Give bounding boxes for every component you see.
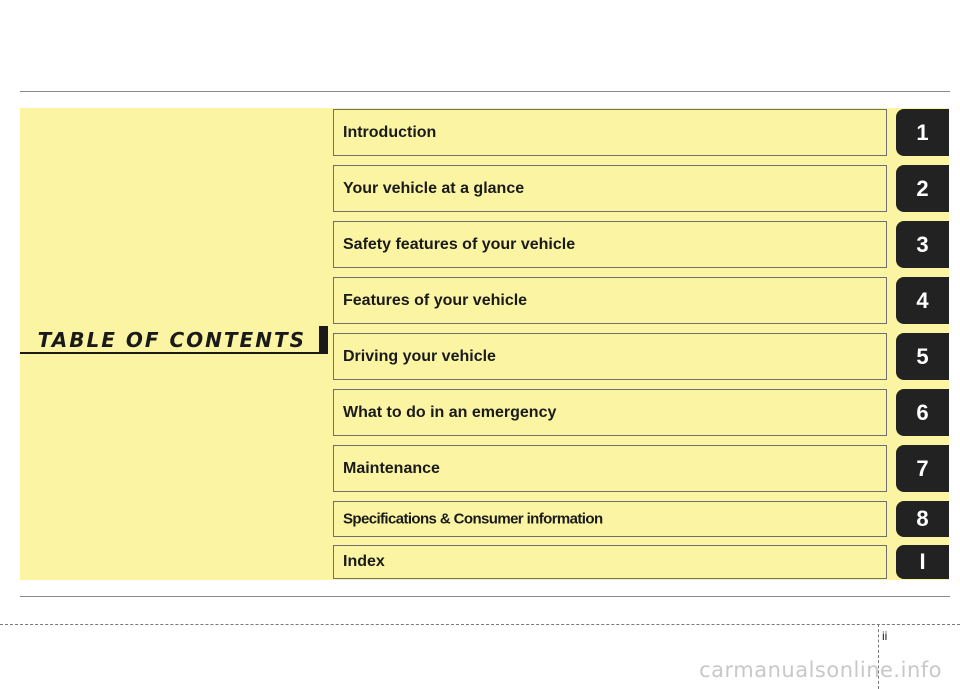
chapter-tab-label: 7 <box>916 455 929 481</box>
chapter-tab-label: 1 <box>916 119 929 145</box>
toc-title-bar <box>319 326 328 354</box>
toc-entry-features[interactable] <box>333 277 887 324</box>
chapter-tab-5[interactable] <box>896 333 949 380</box>
chapter-tab-7[interactable] <box>896 445 949 492</box>
toc-entry-vehicle-at-a-glance[interactable] <box>333 165 887 212</box>
chapter-tab-8[interactable] <box>896 501 949 537</box>
toc-entry-maintenance[interactable] <box>333 445 887 492</box>
chapter-tab-label: 8 <box>916 506 929 531</box>
bottom-rule <box>20 596 950 597</box>
chapter-tab-2[interactable] <box>896 165 949 212</box>
toc-entry-label: Driving your vehicle <box>343 347 496 365</box>
toc-entry-label: Features of your vehicle <box>343 291 528 309</box>
toc-entry-label: Maintenance <box>343 459 440 477</box>
toc-title: TABLE OF CONTENTS <box>37 328 306 352</box>
toc-entry-label: Specifications & Consumer information <box>343 510 603 528</box>
chapter-tab-label: I <box>919 549 926 574</box>
toc-entry-specifications[interactable] <box>333 501 887 537</box>
chapter-tab-1[interactable] <box>896 109 949 156</box>
toc-entry-emergency[interactable] <box>333 389 887 436</box>
footer-dashed-line <box>0 624 960 625</box>
chapter-tab-label: 5 <box>916 343 929 369</box>
chapter-tab-label: 6 <box>916 399 929 425</box>
chapter-tab-label: 3 <box>916 231 929 257</box>
toc-entry-label: Your vehicle at a glance <box>343 179 525 197</box>
chapter-tab-6[interactable] <box>896 389 949 436</box>
chapter-tab-label: 2 <box>916 175 929 201</box>
watermark: carmanualsonline.info <box>699 658 942 682</box>
page-number: ii <box>882 629 888 643</box>
chapter-tab-index[interactable] <box>896 545 949 579</box>
top-rule <box>20 91 950 92</box>
toc-entry-introduction[interactable] <box>333 109 887 156</box>
toc-entry-driving[interactable] <box>333 333 887 380</box>
toc-entry-label: Index <box>343 553 385 570</box>
toc-title-block <box>20 326 328 354</box>
chapter-tab-label: 4 <box>916 287 929 313</box>
toc-entry-label: Introduction <box>343 123 437 141</box>
toc-entry-label: What to do in an emergency <box>343 403 557 421</box>
toc-entry-safety-features[interactable] <box>333 221 887 268</box>
toc-entry-index[interactable] <box>333 545 887 579</box>
toc-entry-label: Safety features of your vehicle <box>343 235 576 253</box>
chapter-tab-3[interactable] <box>896 221 949 268</box>
chapter-tab-4[interactable] <box>896 277 949 324</box>
